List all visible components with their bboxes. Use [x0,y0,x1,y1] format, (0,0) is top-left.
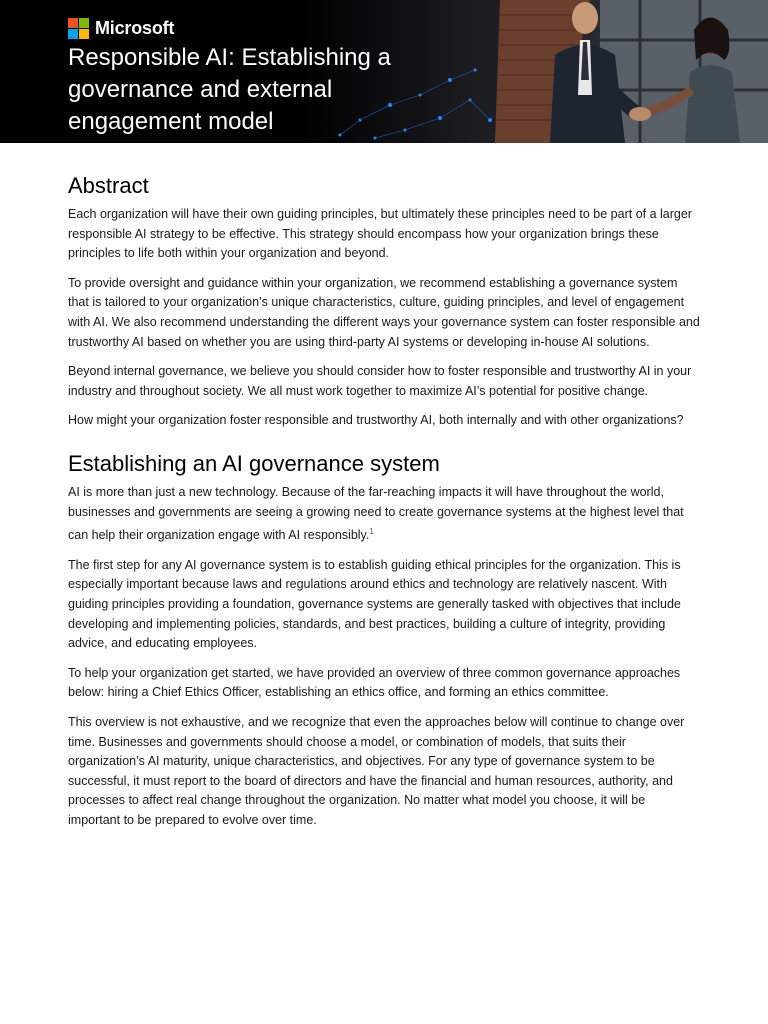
governance-paragraph: This overview is not exhaustive, and we recognize that even the approaches below will continue to change over time. Businesses and governments should choose a model, or combination of models, that suits their organization’s AI maturity, unique characteristics, and objectives. For any type of governance system to be successful, it must report to the board of directors and have the financial and human resources, authority, and processes to affect real change throughout the organization. No matter what model you choose, it will be important to be prepared to evolve over time. [68,715,685,827]
brand-name: Microsoft [95,18,175,38]
abstract-section [68,173,700,431]
governance-paragraph: The first step for any AI governance system is to establish guiding ethical principles for the organization. This is especially important because laws and regulations around ethics and technology are relatively nascent. With guiding principles providing a foundation, governance systems are generally tasked with objectives that include developing and implementing policies, standards, and best practices, building a culture of integrity, providing advice, and educating employees. [68,557,681,651]
header-banner [0,0,768,143]
abstract-paragraph: Beyond internal governance, we believe you should consider how to foster responsible and trustworthy AI in your industry and throughout society. We all must work together to maximize AI’s potential for positive change. [68,364,692,398]
governance-intro-text: AI is more than just a new technology. Because of the far-reaching impacts it will have throughout the world, businesses and governments are seeing a growing need to create governance systems at the highest level that can help their organization engage with AI responsibly. [68,484,684,543]
document-title: Responsible AI: Establishing a governance and external engagement model [68,44,391,135]
governance-heading: Establishing an AI governance system [68,450,440,476]
abstract-paragraph: How might your organization foster responsible and trustworthy AI, both internally and with other organizations? [68,413,684,428]
governance-paragraph [68,483,700,546]
abstract-heading: Abstract [68,173,149,198]
document-body [0,143,768,831]
governance-paragraph: To help your organization get started, we have provided an overview of three common governance approaches below: hiring a Chief Ethics Officer, establishing an ethics office, and forming an ethics committee. [68,665,681,700]
abstract-paragraph: Each organization will have their own guiding principles, but ultimately these principles need to be part of a larger responsible AI strategy to be effective. This strategy should encompass how your organization brings these principles to life both within your organization and beyond. [68,207,692,261]
microsoft-logo-icon [68,18,89,39]
microsoft-brand [68,18,174,39]
abstract-paragraph: To provide oversight and guidance within your organization, we recommend establishing a governance system that is tailored to your organization’s unique characteristics, culture, guiding principles, and level of engagement with AI. We also recommend understanding the different ways your governance system can foster responsible and trustworthy AI based on whether you are using third-party AI systems or developing in-house AI solutions. [68,275,700,349]
footnote-ref[interactable]: 1 [369,527,374,537]
governance-section [68,451,700,831]
